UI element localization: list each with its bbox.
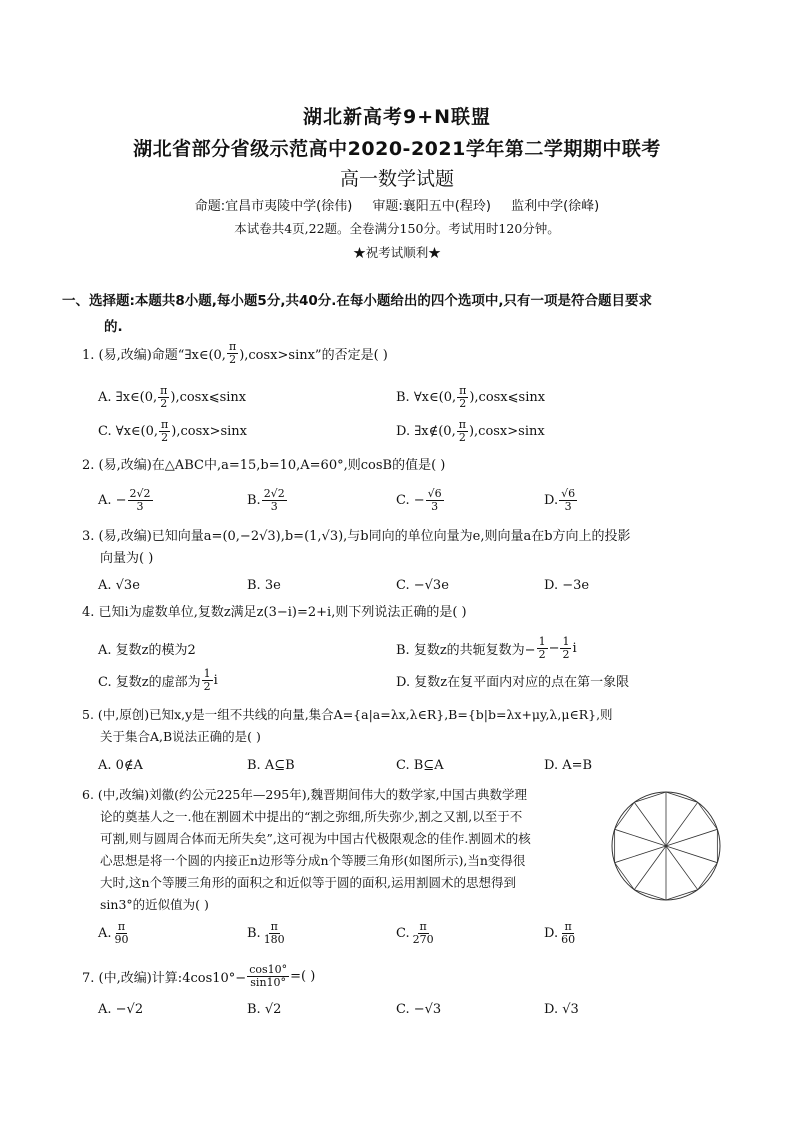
q1-stem-pre: 1. (易,改编)命题“∃x∈(0, <box>82 347 226 363</box>
q2-option-c[interactable] <box>396 486 445 514</box>
exam-wish: ★祝考试顺利★ <box>353 245 441 260</box>
exam-info: 本试卷共4页,22题。全卷满分150分。考试用时120分钟。 <box>234 221 560 236</box>
frac-den: 2 <box>229 352 237 366</box>
q1-c-post: ),cosx>sinx <box>171 423 248 439</box>
polygon-edge <box>698 802 718 829</box>
q1-c-pre: C. ∀x∈(0, <box>98 423 159 439</box>
frac-num: 1 <box>538 634 546 648</box>
frac-den: 2 <box>203 679 211 693</box>
q1-b-pre: B. ∀x∈(0, <box>396 389 457 405</box>
author-credit: 命题:宜昌市夷陵中学(徐伟) <box>194 199 353 214</box>
frac-num: 2√2 <box>129 486 151 500</box>
q4-b-fraction-2 <box>560 636 571 661</box>
q3-option-c[interactable]: C. −√3e <box>396 577 449 593</box>
question-3-stem <box>82 526 722 570</box>
q2-b-label: B. <box>247 492 261 508</box>
q1-d-fraction <box>457 419 468 444</box>
q5-option-c[interactable]: C. B⊆A <box>396 757 444 773</box>
q6-option-d[interactable] <box>544 918 578 948</box>
polygon-edge <box>615 863 635 890</box>
frac-den: 2 <box>538 647 546 661</box>
q2-d-label: D. <box>544 492 559 508</box>
q3-option-d[interactable]: D. −3e <box>544 577 590 593</box>
q3-option-b[interactable]: B. 3e <box>247 577 281 593</box>
frac-num: 1 <box>562 634 570 648</box>
frac-den: 2 <box>458 430 466 444</box>
frac-num: 1 <box>203 666 211 680</box>
credits-line <box>0 195 794 214</box>
q1-d-post: ),cosx>sinx <box>468 423 545 439</box>
q5-line1: 5. (中,原创)已知x,y是一组不共线的向量,集合A={a|a=λx,λ∈R},B={b|b=λx+μy,λ,μ∈R},则 <box>82 707 613 722</box>
q1-stem-post: ),cosx>sinx”的否定是( ) <box>239 347 388 363</box>
q5-option-d[interactable]: D. A=B <box>544 757 593 773</box>
q1-stem-fraction <box>227 341 238 366</box>
q7-pre: 7. (中,改编)计算:4cos10°− <box>82 970 247 986</box>
frac-den: 270 <box>412 932 434 946</box>
q4-option-d[interactable]: D. 复数z在复平面内对应的点在第一象限 <box>396 674 630 690</box>
frac-num: π <box>564 919 572 933</box>
question-4-stem: 4. 已知i为虚数单位,复数z满足z(3−i)=2+i,则下列说法正确的是( ) <box>82 605 467 620</box>
frac-num: π <box>458 417 466 431</box>
frac-den: 3 <box>431 499 439 513</box>
reviewer-credit: 审题:襄阳五中(程玲) <box>372 199 491 214</box>
q4-c-i: i <box>213 672 218 688</box>
q1-option-a[interactable] <box>98 384 246 410</box>
frac-den: 2 <box>160 396 168 410</box>
q1-a-post: ),cosx⩽sinx <box>170 389 247 405</box>
q2-option-d[interactable] <box>544 486 578 514</box>
q7-option-a[interactable]: A. −√2 <box>98 1001 144 1017</box>
q7-post: =( ) <box>290 968 316 984</box>
frac-den: 2 <box>161 430 169 444</box>
q4-option-c[interactable] <box>98 666 218 694</box>
polygon-edge <box>634 890 666 900</box>
exam-union-title: 湖北新高考9+N联盟 <box>302 106 492 128</box>
q6-line4: 心思想是将一个圆的内接正n边形等分成n个等腰三角形(如图所示),当n变得很 <box>100 853 526 868</box>
q6-line6: sin3°的近似值为( ) <box>100 897 209 912</box>
q6-option-b[interactable] <box>247 918 288 948</box>
polygon-spoke <box>634 802 666 846</box>
exam-title: 湖北省部分省级示范高中2020-2021学年第二学期期中联考 <box>133 138 661 160</box>
frac-den: 90 <box>114 932 129 946</box>
q6-line2: 论的奠基人之一.他在割圆术中提出的“割之弥细,所失弥少,割之又割,以至于不 <box>100 809 523 824</box>
q4-b-i: i <box>572 640 577 656</box>
frac-num: π <box>228 339 237 353</box>
frac-num: √6 <box>427 486 442 500</box>
q6-a-fraction <box>113 921 131 946</box>
q1-c-fraction <box>159 419 170 444</box>
q3-option-a[interactable]: A. √3e <box>98 577 140 593</box>
q2-option-a[interactable] <box>98 486 154 514</box>
polygon-spoke <box>666 802 698 846</box>
q6-line1: 6. (中,改编)刘徽(约公元225年—295年),魏晋期间伟大的数学家,中国古典数学理 <box>82 787 528 802</box>
q4-b-pre: B. 复数z的共轭复数为− <box>396 642 536 658</box>
frac-num: π <box>419 919 427 933</box>
q7-option-d[interactable]: D. √3 <box>544 1001 579 1017</box>
q3-line1: 3. (易,改编)已知向量a=(0,−2√3),b=(1,√3),与b同向的单位向量为e,则向量a在b方向上的投影 <box>82 529 631 544</box>
q2-b-fraction <box>262 488 287 513</box>
q4-c-pre: C. 复数z的虚部为 <box>98 674 201 690</box>
q4-option-a[interactable]: A. 复数z的模为2 <box>98 642 196 658</box>
frac-den: 2 <box>459 396 467 410</box>
q4-b-fraction-1 <box>537 636 548 661</box>
polygon-edge <box>666 890 698 900</box>
supervisor-credit: 监利中学(徐峰) <box>511 199 600 214</box>
q7-option-b[interactable]: B. √2 <box>247 1001 282 1017</box>
polygon-edge <box>698 863 718 890</box>
inscribed-polygon-figure <box>610 790 722 902</box>
frac-den: 180 <box>263 932 285 946</box>
polygon-spoke <box>666 846 698 890</box>
polygon-spoke <box>615 829 666 846</box>
q5-option-b[interactable]: B. A⊆B <box>247 757 295 773</box>
section-heading-line2: 的. <box>104 319 123 335</box>
exam-subject-title: 高一数学试题 <box>339 168 454 190</box>
frac-num: π <box>459 383 467 397</box>
frac-num: π <box>160 383 168 397</box>
q6-line5: 大时,这n个等腰三角形的面积之和近似等于圆的面积,运用割圆术的思想得到 <box>100 875 516 890</box>
frac-den: 2 <box>562 647 570 661</box>
question-6-stem <box>82 784 602 916</box>
frac-den: 3 <box>564 499 572 513</box>
frac-den: 3 <box>270 499 278 513</box>
q6-c-fraction <box>411 921 436 946</box>
q6-line3: 可割,则与圆周合体而无所失矣”,这可视为中国古代极限观念的佳作.割圆术的核 <box>100 831 531 846</box>
q6-a-label: A. <box>98 925 112 941</box>
question-1-stem <box>82 340 388 366</box>
q2-c-label: C. − <box>396 492 425 508</box>
q1-d-pre: D. ∃x∉(0, <box>396 423 456 439</box>
q4-c-fraction <box>202 668 213 693</box>
frac-num: √6 <box>561 486 576 500</box>
q4-b-minus: − <box>548 640 560 656</box>
q5-line2: 关于集合A,B说法正确的是( ) <box>100 729 261 744</box>
question-7-stem <box>82 960 315 992</box>
polygon-spoke <box>666 829 717 846</box>
section-heading <box>62 288 732 340</box>
q6-b-fraction <box>262 921 287 946</box>
q3-line2: 向量为( ) <box>100 551 154 566</box>
polygon-spoke <box>615 846 666 863</box>
q1-a-fraction <box>158 385 169 410</box>
frac-num: π <box>161 417 169 431</box>
question-2-stem: 2. (易,改编)在△ABC中,a=15,b=10,A=60°,则cosB的值是( ) <box>82 458 446 473</box>
q6-c-label: C. <box>396 925 410 941</box>
q6-option-c[interactable] <box>396 918 437 948</box>
polygon-edge <box>634 792 666 802</box>
q2-c-fraction <box>426 488 444 513</box>
q1-a-pre: A. ∃x∈(0, <box>98 389 158 405</box>
q1-option-b[interactable] <box>396 384 545 410</box>
polygon-edge <box>615 802 635 829</box>
section-heading-line1: 一、选择题:本题共8小题,每小题5分,共40分.在每小题给出的四个选项中,只有一项是符合题目要求 <box>62 293 652 309</box>
q5-option-a[interactable]: A. 0∉A <box>98 757 143 773</box>
frac-num: cos10° <box>249 962 288 976</box>
polygon-spokes <box>615 792 718 900</box>
q2-a-label: A. − <box>98 492 127 508</box>
frac-den: 3 <box>136 499 144 513</box>
q1-option-d[interactable] <box>396 418 545 444</box>
q7-fraction <box>247 964 289 989</box>
q6-d-fraction <box>559 921 577 946</box>
q1-b-fraction <box>457 385 468 410</box>
frac-num: π <box>117 919 126 933</box>
frac-den: 60 <box>561 932 576 946</box>
polygon-edge <box>666 792 698 802</box>
polygon-spoke <box>666 846 717 863</box>
frac-den: sin10° <box>250 975 287 989</box>
q7-option-c[interactable]: C. −√3 <box>396 1001 442 1017</box>
q6-b-label: B. <box>247 925 261 941</box>
polygon-spoke <box>634 846 666 890</box>
frac-num: π <box>270 919 278 933</box>
q6-d-label: D. <box>544 925 559 941</box>
q4-option-b[interactable] <box>396 634 577 662</box>
question-5-stem <box>82 704 722 748</box>
q1-option-c[interactable] <box>98 418 247 444</box>
q1-b-post: ),cosx⩽sinx <box>469 389 546 405</box>
q6-option-a[interactable] <box>98 918 132 948</box>
frac-num: 2√2 <box>263 486 285 500</box>
q2-option-b[interactable] <box>247 486 288 514</box>
q2-d-fraction <box>559 488 577 513</box>
q2-a-fraction <box>128 488 153 513</box>
